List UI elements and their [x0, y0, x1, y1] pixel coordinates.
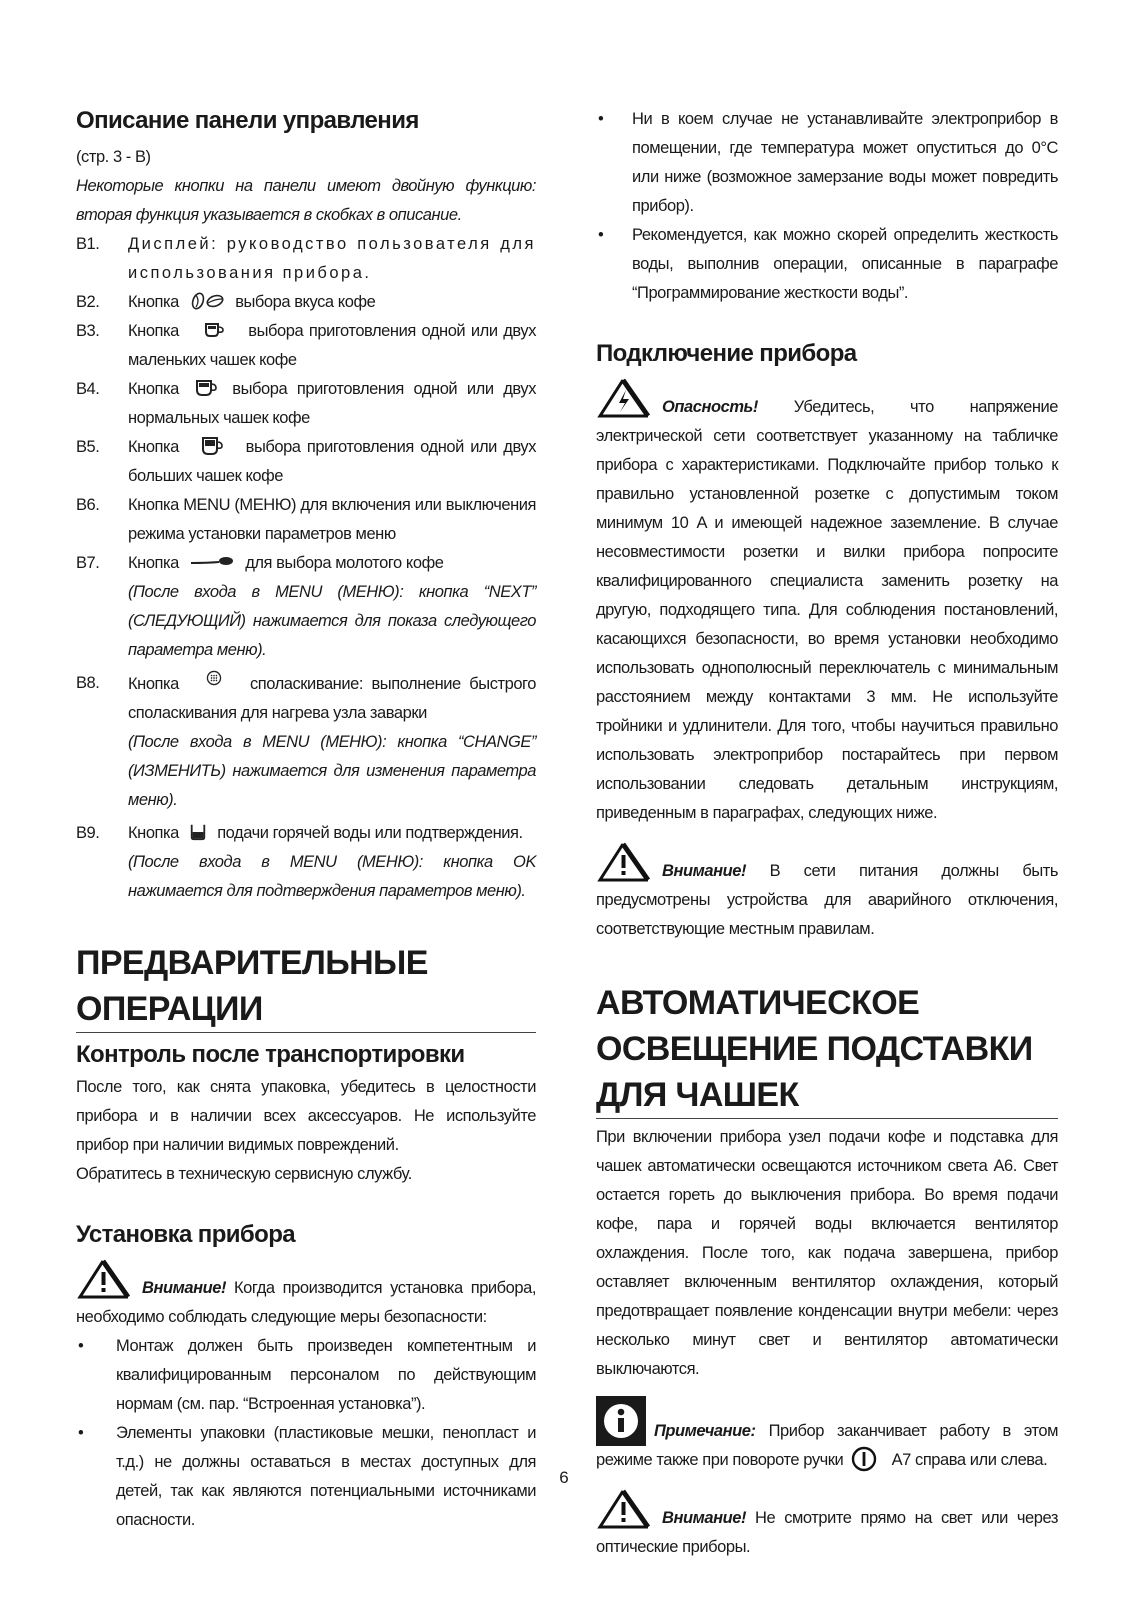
- left-column: [76, 105, 536, 1535]
- right-column: [596, 105, 1058, 1562]
- list-item-b4: B4. Кнопка выбора приготовления одной или двух нормальных чашек кофе: [76, 380, 536, 427]
- list-item-b1: B1. Дисплей: руководство пользователя для использования прибора.: [76, 235, 536, 282]
- section-title-light: АВТОМАТИЧЕСКОЕ ОСВЕЩЕНИЕ ПОДСТАВКИ ДЛЯ ЧАШЕК: [596, 980, 1058, 1119]
- list-item-b8: B8. Кнопка споласкивание: выполнение быстрого споласкивания для нагрева узла заварки (После входа в MENU (МЕНЮ): кнопка “CHANGE” (ИЗМЕНИТЬ) нажимается для изменения параметра меню).: [76, 669, 536, 815]
- warning-icon: [76, 1257, 136, 1301]
- transport-text-2: Обратитесь в техническую сервисную службу.: [76, 1165, 412, 1183]
- list-item-b7: B7. Кнопка для выбора молотого кофе (После входа в MENU (МЕНЮ): кнопка “NEXT” (СЛЕДУЮЩИЙ) нажимается для показа следующего параметра меню).: [76, 554, 536, 659]
- coffee-beans-icon: [189, 292, 225, 310]
- list-item: • Ни в коем случае не устанавливайте электроприбор в помещении, где температура может опуститься до 0°С или ниже (возможное замерзание воды может повредить прибор).: [598, 110, 1058, 215]
- transport-text: После того, как снята упаковка, убедитесь в целостности прибора и в наличии всех аксессуаров. Не используйте прибор при наличии видимых повреждений.: [76, 1078, 536, 1154]
- panel-ref: (стр. 3 - В): [76, 148, 151, 166]
- note-paragraph: Примечание: Прибор заканчивает работу в этом режиме также при повороте ручки A7 справа или слева.: [596, 1396, 1058, 1475]
- warning-paragraph: Внимание! В сети питания должны быть предусмотрены устройства для аварийного отключения, соответствующие местным правилам.: [596, 840, 1058, 944]
- warning-paragraph-2: Внимание! Не смотрите прямо на свет или через оптические приборы.: [596, 1487, 1058, 1562]
- list-item: • Элементы упаковки (пластиковые мешки, пенопласт и т.д.) не должны оставаться в местах доступных для детей, так как являются потенциальными источниками опасности.: [78, 1424, 536, 1529]
- transport-title: Контроль после транспортировки: [76, 1041, 465, 1068]
- list-item-b3: B3. Кнопка выбора приготовления одной или двух маленьких чашек кофе: [76, 322, 536, 369]
- light-text: При включении прибора узел подачи кофе и подставка для чашек автоматически освещаются источником света A6. Свет остается гореть до выключения прибора. Во время подачи кофе, пара и горячей воды включается вентилятор охлаждения. После того, как подача завершена, прибор оставляет включенным вентилятор охлаждения, который предотвращает появление конденсации внутри мебели: через несколько минут свет и вентилятор автоматически выключаются.: [596, 1128, 1058, 1378]
- install-title: Установка прибора: [76, 1221, 296, 1248]
- danger-paragraph: Опасность! Убедитесь, что напряжение электрической сети соответствует указанному на табличке прибора с характеристиками. Подключайте прибор только к правильно установленной розетке с допустимым током минимум 10 A и имеющей надежное заземление. В случае несовместимости розетки и вилки прибора попросите квалифицированного специалиста заменить розетку на другую, подходящего типа. Для соблюдения постановлений, касающихся безопасности, во время установки необходимо использовать однополюсный переключатель с минимальным расстоянием между контактами 3 мм. Не используйте тройники и удлинители. Для того, чтобы научиться правильно использовать электроприбор постарайтесь при первом использовании следовать детальным инструкциям, приведенным в параграфах, следующих ниже.: [596, 376, 1058, 828]
- medium-cup-icon: [195, 379, 217, 397]
- spoon-icon: [189, 553, 235, 571]
- list-item-b2: B2. Кнопка выбора вкуса кофе: [76, 293, 376, 311]
- info-icon: [596, 1396, 646, 1446]
- list-item-b5: B5. Кнопка выбора приготовления одной или двух больших чашек кофе: [76, 438, 537, 485]
- rinse-icon: [203, 669, 225, 687]
- hot-water-icon: [189, 823, 207, 841]
- panel-title: Описание панели управления: [76, 107, 419, 134]
- install-warning: Внимание! Когда производится установка прибора, необходимо соблюдать следующие меры безопасности:: [76, 1257, 536, 1332]
- list-item-b9: B9. Кнопка подачи горячей воды или подтверждения. (После входа в MENU (МЕНЮ): кнопка OK нажимается для подтверждения параметров меню).: [76, 824, 536, 900]
- connect-title: Подключение прибора: [596, 340, 857, 367]
- list-item: • Монтаж должен быть произведен компетентным и квалифицированным персоналом по действующим нормам (см. пар. “Встроенная установка”).: [78, 1337, 536, 1413]
- electric-danger-icon: [596, 376, 656, 420]
- warning-icon: [596, 840, 656, 884]
- section-title-preliminary: ПРЕДВАРИТЕЛЬНЫЕ ОПЕРАЦИИ: [76, 940, 536, 1033]
- panel-note: Некоторые кнопки на панели имеют двойную функцию: вторая функция указывается в скобках в описание.: [76, 177, 536, 224]
- page-number: 6: [559, 1468, 569, 1487]
- warning-icon: [596, 1487, 656, 1531]
- list-item: • Рекомендуется, как можно скорей определить жесткость воды, выполнив операции, описанные в параграфе “Программирование жесткости воды”.: [598, 226, 1058, 302]
- list-item-b6: B6. Кнопка MENU (МЕНЮ) для включения или выключения режима установки параметров меню: [76, 496, 536, 543]
- large-cup-icon: [201, 437, 223, 455]
- small-cup-icon: [203, 321, 225, 339]
